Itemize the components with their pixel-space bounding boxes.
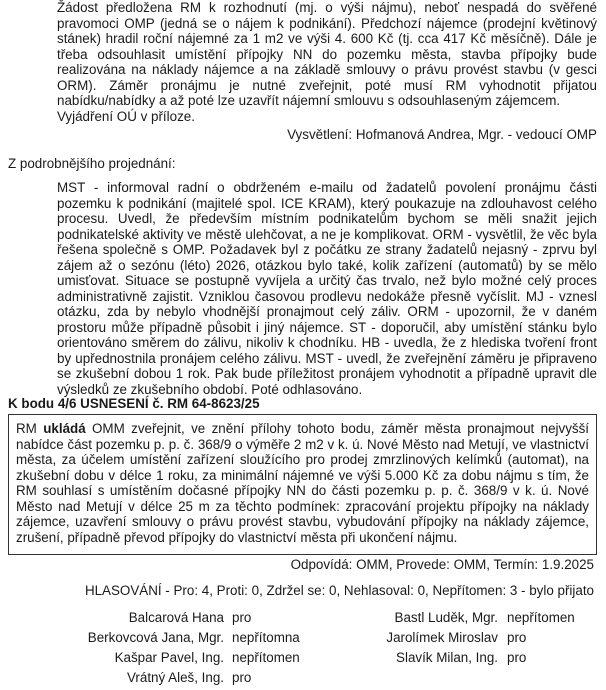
vote-row (0, 650, 606, 670)
discussion-heading: Z podrobnějšího projednání: (8, 156, 176, 171)
member-vote: pro (232, 610, 252, 625)
explained-by: Vysvětlení: Hofmanová Andrea, Mgr. - vedoucí OMP (287, 127, 597, 142)
vote-row (0, 610, 606, 630)
member-name: Vrátný Aleš, Ing. (126, 670, 224, 685)
vote-summary: HLASOVÁNÍ - Pro: 4, Proti: 0, Zdržel se: 0, Nehlasoval: 0, Nepřítomen: 3 - bylo přijato (84, 583, 594, 598)
vote-row (0, 630, 606, 650)
member-vote: nepřítomen (507, 610, 575, 625)
member-vote: pro (507, 650, 527, 665)
member-name: Berkovcová Jana, Mgr. (87, 630, 224, 645)
member-name: Jarolímek Miroslav (386, 630, 498, 645)
responsible-line: Odpovídá: OMM, Provede: OMM, Termín: 1.9.2025 (290, 557, 594, 572)
member-vote: pro (507, 630, 527, 645)
resolution-verb: ukládá (43, 421, 86, 436)
resolution-text: OMM zveřejnit, ve znění přílohy tohoto bodu, záměr města pronajmout nejvyšší nabídce část pozemku p. p. č. 368/9 o výměře 2 m2 v k. ú. Nové Město nad Metují, ve vlastnictví města, za účelem umístění zařízení sloužícího pro prodej zmrzlinových kelímků (automat), na zkušební dobu v délce 1 roku, za minimální nájemné ve výši 5.000 Kč za dobu nájmu s tím, že RM souhlasí s umístěním dočasné přípojky NN do části pozemku p. p. č. 368/9 v k. ú. Nové Město nad Metují v délce 25 m za těchto podmínek: zpracování projektu přípojky na náklady zájemce, uzavření smlouvy o právu provést stavbu, vybudování přípojky na náklady zájemce, zrušení, případně převod přípojky do vlastnictví města při ukončení nájmu. (16, 421, 589, 545)
member-vote: nepřítomen (232, 650, 300, 665)
member-name: Bastl Luděk, Mgr. (394, 610, 498, 625)
discussion-section (57, 180, 597, 397)
request-description (57, 0, 597, 124)
resolution-heading: K bodu 4/6 USNESENÍ č. RM 64-8623/25 (8, 396, 260, 411)
request-paragraph: Žádost předložena RM k rozhodnutí (mj. o výši nájmu), neboť nespadá do svěřené pravomoci OMP (jedná se o nájem k podnikání). Předchozí nájemce (prodejní květinový stánek) hradil roční nájemné za 1 m2 ve výši 4. 600 Kč (tj. cca 417 Kč měsíčně). Dále je třeba odsouhlasit umístění přípojky NN do pozemku města, stavba přípojky bude realizována na náklady nájemce a na základě smlouvy o právu provést stavbu (v gesci ORM). Záměr pronájmu je nutné zveřejnit, poté musí RM vyhodnotit přijatou nabídku/nabídky a až poté lze uzavřít nájemní smlouvu s odsouhlaseným zájemcem. (57, 0, 597, 108)
member-name: Slavík Milan, Ing. (396, 650, 498, 665)
discussion-paragraph: MST - informoval radní o obdrženém e-mailu od žadatelů povolení pronájmu části pozemku k podnikání (majitelé spol. ICE KRAM), který poukazuje na zdlouhavost celého procesu. Uvedl, že především místním podnikatelům bychom se měli snažit jejich podnikatelské aktivity ve městě ulehčovat, a ne je komplikovat. ORM - vysvětlil, že věc byla řešena společně s OMP. Požadavek byl z počátku ze strany žadatelů nejasný - zprvu byl zájem až o sezónu (léto) 2026, otázkou bylo také, kolik zařízení (automatů) by se mělo umisťovat. Situace se postupně vyvíjela a určitý čas trvalo, než bylo možné celý proces administrativně zajistit. Vzniklou časovou prodlevu nedokáže přesně vyčíslit. MJ - vznesl otázku, zda by nebylo vhodnější pronajmout celý záliv. ORM - upozornil, že v daném prostoru může případně působit i jiný nájemce. ST - doporučil, aby umístění stánku bylo orientováno směrem do zálivu, nikoliv k chodníku. HB - uvedla, že z hlediska tvoření front by upřednostnila pronájem celého zálivu. MST - uvedl, že zveřejnění záměru je připraveno se zkušební dobou 1 rok. Pak bude příležitost pronájem vyhodnotit a případně upravit dle výsledků ze zkušebního období. Poté odhlasováno. (57, 180, 597, 397)
attachment-note: Vyjádření OÚ v příloze. (57, 108, 195, 124)
member-name: Kašpar Pavel, Ing. (114, 650, 224, 665)
vote-row (0, 670, 606, 690)
resolution-subject: RM (16, 421, 37, 436)
member-vote: pro (232, 670, 252, 685)
member-name: Balcarová Hana (128, 610, 224, 625)
resolution-box (8, 414, 597, 555)
member-vote: nepřítomna (232, 630, 300, 645)
